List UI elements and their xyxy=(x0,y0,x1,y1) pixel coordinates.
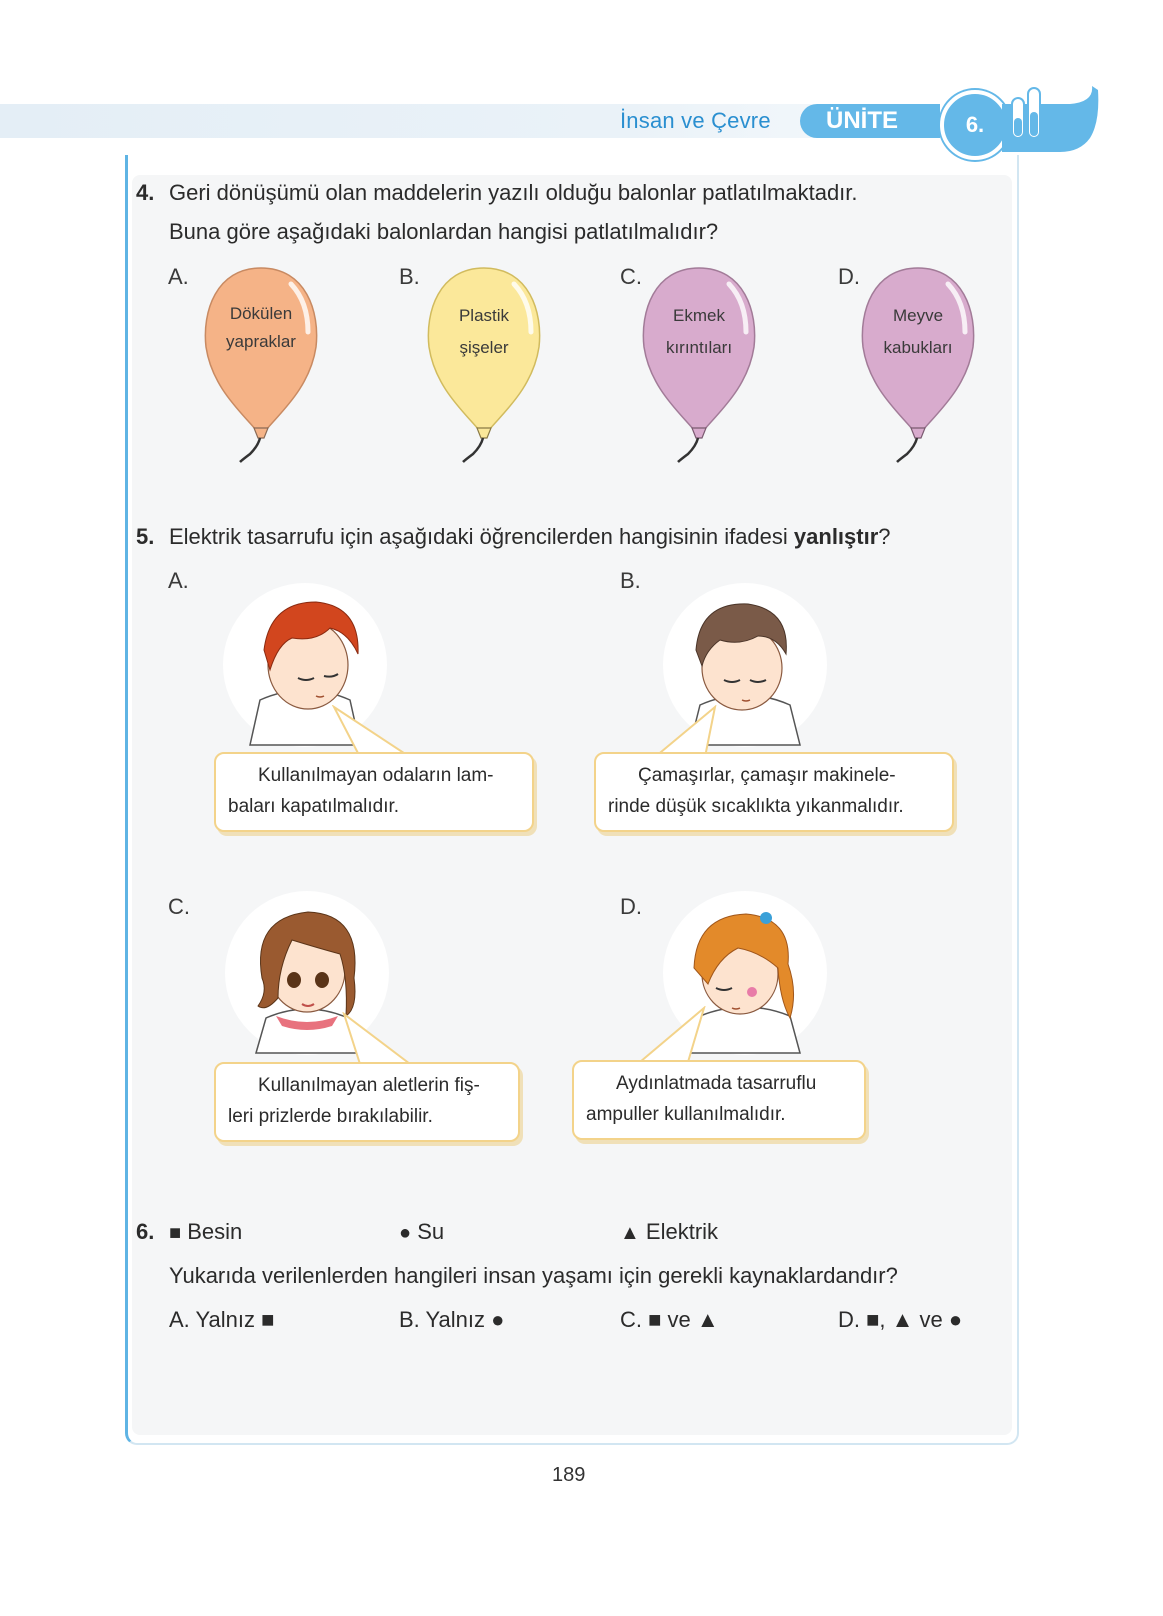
balloon-a-label xyxy=(211,300,311,356)
q4-text-line2: Buna göre aşağıdaki balonlardan hangisi patlatılmalıdır? xyxy=(169,219,719,244)
q5-text xyxy=(169,524,891,550)
balloon-d-line2: kabukları xyxy=(883,338,953,357)
balloon-c-line1: Ekmek xyxy=(673,306,725,325)
speech-bubble-d xyxy=(572,1060,866,1140)
q5-option-b-letter[interactable]: B. xyxy=(620,568,641,593)
q6-number: 6. xyxy=(136,1219,155,1244)
speech-a-line2: baları kapatılmalıdır. xyxy=(228,796,400,817)
speech-bubble-b xyxy=(594,752,954,832)
q5-option-d-letter[interactable]: D. xyxy=(620,894,642,919)
speech-bubble-c xyxy=(214,1062,520,1142)
balloon-c-line2: kırıntıları xyxy=(665,338,733,357)
q5-number: 5. xyxy=(136,524,155,549)
balloon-b-label xyxy=(434,300,534,364)
q5-text-bold: yanlıştır xyxy=(793,524,879,549)
q6-option-d[interactable]: D. ■, ▲ ve ● xyxy=(838,1307,963,1332)
circle-icon: ● xyxy=(399,1222,412,1244)
q6-option-b[interactable]: B. Yalnız ● xyxy=(399,1307,505,1332)
speech-bubble-a xyxy=(214,752,534,832)
unit-title: İnsan ve Çevre xyxy=(620,108,771,133)
q5-text-before: Elektrik tasarrufu için aşağıdaki öğrencilerden hangisinin ifadesi xyxy=(169,524,794,549)
balloon-d-line1: Meyve xyxy=(892,306,944,325)
speech-b-line1: Çamaşırlar, çamaşır makinele- xyxy=(638,765,896,786)
balloon-b-line1: Plastik xyxy=(458,306,510,325)
q4-number: 4. xyxy=(136,180,155,205)
balloon-icon[interactable] xyxy=(419,262,549,472)
balloon-a-line1: Dökülen xyxy=(229,304,293,323)
unit-number: 6. xyxy=(940,90,1010,160)
speech-b-line2: rinde düşük sıcaklıkta yıkanmalıdır. xyxy=(608,796,904,817)
q6-option-a[interactable]: A. Yalnız ■ xyxy=(169,1307,275,1332)
q4-option-a-letter[interactable]: A. xyxy=(168,264,189,289)
balloon-b-line2: şişeler xyxy=(459,338,509,357)
q6-item-water xyxy=(399,1219,444,1245)
speech-tail-c xyxy=(340,1012,430,1068)
balloon-icon[interactable] xyxy=(634,262,764,472)
q6-item-water-label: Su xyxy=(417,1219,445,1244)
test-tube-ribbon-icon xyxy=(1000,82,1100,156)
q5-option-a-letter[interactable]: A. xyxy=(168,568,189,593)
q5-option-c-letter[interactable]: C. xyxy=(168,894,190,919)
q4-option-c-letter[interactable]: C. xyxy=(620,264,642,289)
balloon-icon[interactable] xyxy=(196,262,326,472)
speech-d-line1: Aydınlatmada tasarruflu xyxy=(616,1073,817,1094)
speech-d-line2: ampuller kullanılmalıdır. xyxy=(586,1104,786,1125)
q6-item-electricity xyxy=(620,1219,718,1245)
speech-c-line2: leri prizlerde bırakılabilir. xyxy=(228,1106,433,1127)
unit-label: ÜNİTE xyxy=(800,104,940,138)
square-icon: ■ xyxy=(169,1222,182,1244)
balloon-a-line2: yapraklar xyxy=(226,332,296,351)
q6-item-electricity-label: Elektrik xyxy=(645,1219,719,1244)
balloon-icon[interactable] xyxy=(853,262,983,472)
q4-option-d-letter[interactable]: D. xyxy=(838,264,860,289)
q6-question: Yukarıda verilenlerden hangileri insan yaşamı için gerekli kaynaklardandır? xyxy=(169,1263,898,1288)
q6-option-c[interactable]: C. ■ ve ▲ xyxy=(620,1307,719,1332)
q6-item-food xyxy=(169,1219,242,1245)
page-number: 189 xyxy=(552,1464,586,1486)
speech-c-line1: Kullanılmayan aletlerin fiş- xyxy=(258,1075,480,1096)
triangle-icon: ▲ xyxy=(620,1222,640,1244)
balloon-c-label xyxy=(649,300,749,364)
q4-option-b-letter[interactable]: B. xyxy=(399,264,420,289)
balloon-d-label xyxy=(868,300,968,364)
q6-item-food-label: Besin xyxy=(187,1219,243,1244)
q5-text-after: ? xyxy=(878,524,891,549)
q4-text-line1: Geri dönüşümü olan maddelerin yazılı olduğu balonlar patlatılmaktadır. xyxy=(169,180,858,205)
speech-tail-d xyxy=(630,1006,720,1066)
speech-a-line1: Kullanılmayan odaların lam- xyxy=(258,765,494,786)
